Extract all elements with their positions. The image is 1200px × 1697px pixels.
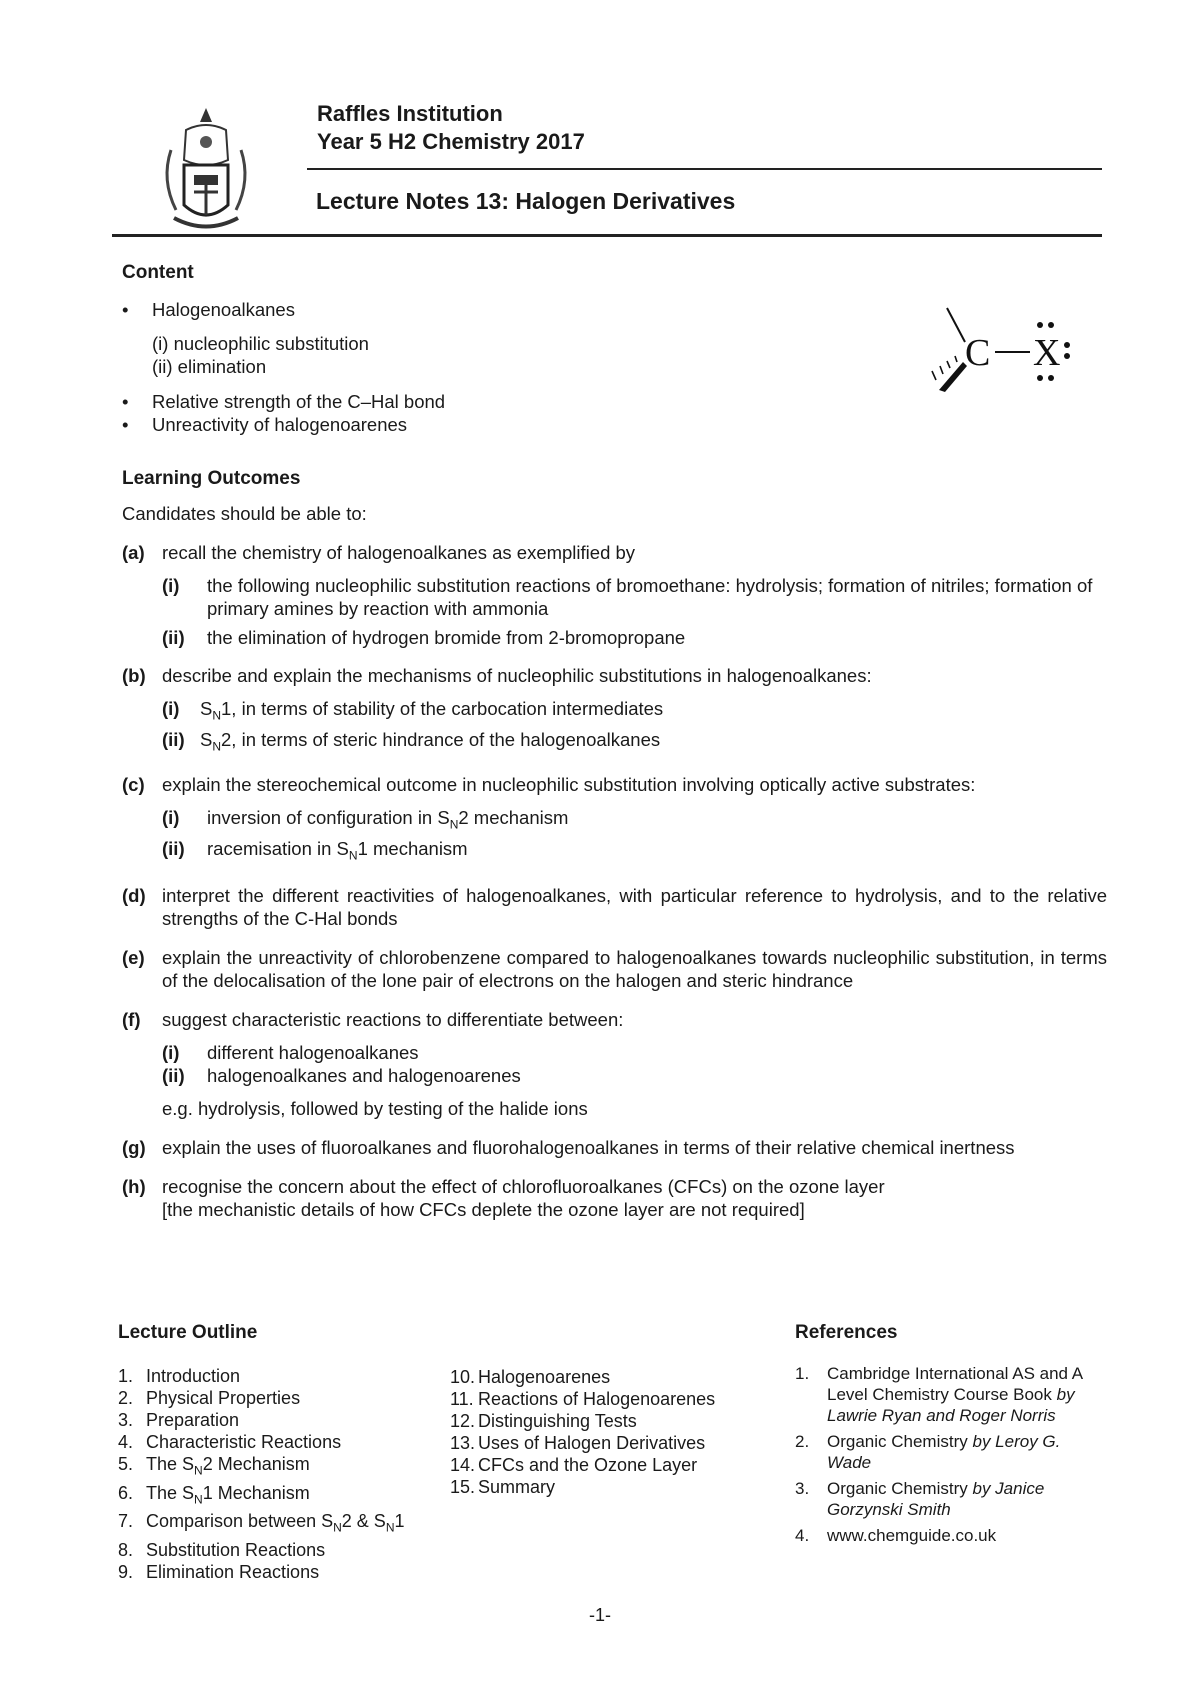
- page-number: -1-: [589, 1605, 611, 1625]
- content-sub-bullet: (i) nucleophilic substitution: [152, 333, 369, 354]
- lecture-outline-heading: Lecture Outline: [118, 1322, 258, 1343]
- content-sub-bullet: (ii) elimination: [152, 356, 267, 377]
- outline-item: 11. Reactions of Halogenoarenes: [450, 1389, 716, 1409]
- outline-item: 15. Summary: [450, 1477, 556, 1497]
- outcome-item-a: (a) recall the chemistry of halogenoalkanes as exemplified by: [122, 542, 636, 563]
- outcome-item-g: (g) explain the uses of fluoroalkanes and fluorohalogenoalkanes in terms of their relative chemical inertness: [122, 1136, 1015, 1158]
- carbon-atom: C: [965, 332, 991, 374]
- references-heading: References: [795, 1322, 898, 1343]
- outline-item: 10. Halogenoarenes: [450, 1367, 611, 1387]
- reference-item: 3. Organic Chemistry by Janice Gorzynski Smith: [795, 1479, 1045, 1519]
- outcome-item-h: (h) recognise the concern about the effect of chlorofluoroalkanes (CFCs) on the ozone layer [the mechanistic details of how CFCs deplete the ozone layer are not required]: [122, 1175, 885, 1220]
- reference-item: 4. www.chemguide.co.uk: [795, 1526, 997, 1545]
- outline-item: 1. Introduction: [118, 1366, 241, 1386]
- bond-line: [947, 308, 965, 342]
- learning-outcomes-heading: Learning Outcomes: [122, 468, 301, 489]
- outline-item: 4. Characteristic Reactions: [118, 1432, 342, 1452]
- outcome-item-e: (e) explain the unreactivity of chlorobenzene compared to halogenoalkanes towards nucleophilic substitution, in terms of the delocalisation of the lone pair of electrons on the halogen and steric hindrance: [122, 946, 1107, 991]
- content-bullet: • Relative strength of the C–Hal bond: [122, 391, 446, 412]
- outcome-item-b: (b) describe and explain the mechanisms of nucleophilic substitutions in halogenoalkanes:: [122, 665, 872, 686]
- outline-item: 5. The $S_N2$ Mechanism: [118, 1454, 310, 1478]
- halogen-atom: X: [1033, 332, 1061, 374]
- wedge-bond: [939, 362, 967, 392]
- outline-item: 2. Physical Properties: [118, 1388, 301, 1408]
- outline-column-2: [450, 1366, 770, 1498]
- references-section: [795, 1322, 1095, 1551]
- outline-item: 14. CFCs and the Ozone Layer: [450, 1455, 698, 1475]
- outcome-sub-item: (ii) $S_N2$, in terms of steric hindrance of the halogenoalkanes: [162, 728, 661, 754]
- outcome-item-f: (f) suggest characteristic reactions to differentiate between:: [122, 1008, 624, 1030]
- lecture-outline-section: [118, 1322, 818, 1344]
- outcome-item-d: (d) interpret the different reactivities of halogenoalkanes, with particular reference to hydrolysis, and to the relative strengths of the C-Hal bonds: [122, 884, 1107, 929]
- reference-item: 1. Cambridge International AS and A Level Chemistry Course Book by Lawrie Ryan and Roger Norris: [795, 1364, 1083, 1425]
- content-bullet: • Unreactivity of halogenoarenes: [122, 414, 408, 435]
- outcome-sub-item: (ii) racemisation in $S_N1$ mechanism: [162, 838, 468, 863]
- outcome-example: e.g. hydrolysis, followed by testing of the halide ions: [162, 1097, 588, 1119]
- institution-name: [317, 100, 585, 156]
- content-heading: Content: [122, 262, 194, 283]
- outcome-sub-item: (i) inversion of configuration in $S_N2$ mechanism: [162, 807, 569, 833]
- outcome-item-c: (c) explain the stereochemical outcome in nucleophilic substitution involving optically active substrates:: [122, 774, 976, 796]
- content-bullet: • Halogenoalkanes: [122, 299, 295, 320]
- learning-outcomes-section: [122, 468, 1107, 1221]
- institution: Raffles Institution: [317, 101, 503, 126]
- outcome-sub-item: (i) different halogenoalkanes: [162, 1041, 419, 1063]
- outcomes-intro: Candidates should be able to:: [122, 503, 367, 524]
- outline-item: 3. Preparation: [118, 1410, 240, 1430]
- outline-item: 13. Uses of Halogen Derivatives: [450, 1433, 706, 1453]
- outline-item: 9. Elimination Reactions: [118, 1561, 320, 1582]
- outline-item: 12. Distinguishing Tests: [450, 1411, 637, 1431]
- outline-item: 7. Comparison between $S_N2$ & $S_N1$: [118, 1511, 405, 1535]
- content-section: [122, 262, 882, 436]
- lecture-title: Lecture Notes 13: Halogen Derivatives: [316, 188, 736, 214]
- outcome-sub-item: (ii) the elimination of hydrogen bromide from 2-bromopropane: [162, 627, 686, 648]
- outline-column-1: [118, 1365, 448, 1583]
- outline-item: 8. Substitution Reactions: [118, 1539, 326, 1560]
- outcome-sub-item: (i) the following nucleophilic substitution reactions of bromoethane: hydrolysis; formation of nitriles; formation of primary amines by reaction with ammonia: [162, 575, 1093, 619]
- halogenoalkane-structure-diagram: [905, 300, 1105, 430]
- course-name: Year 5 H2 Chemistry 2017: [317, 129, 585, 154]
- outcome-note: [the mechanistic details of how CFCs deplete the ozone layer are not required]: [162, 1198, 805, 1220]
- header-divider: [307, 168, 1102, 170]
- outcome-sub-item: (i) $S_N1$, in terms of stability of the carbocation intermediates: [162, 698, 664, 723]
- reference-item: 2. Organic Chemistry by Leroy G. Wade: [795, 1432, 1061, 1472]
- header-bottom-rule: [112, 234, 1102, 237]
- outcome-sub-item: (ii) halogenoalkanes and halogenoarenes: [162, 1064, 521, 1086]
- outline-item: 6. The $S_N1$ Mechanism: [118, 1482, 310, 1507]
- school-crest-logo: [156, 100, 256, 245]
